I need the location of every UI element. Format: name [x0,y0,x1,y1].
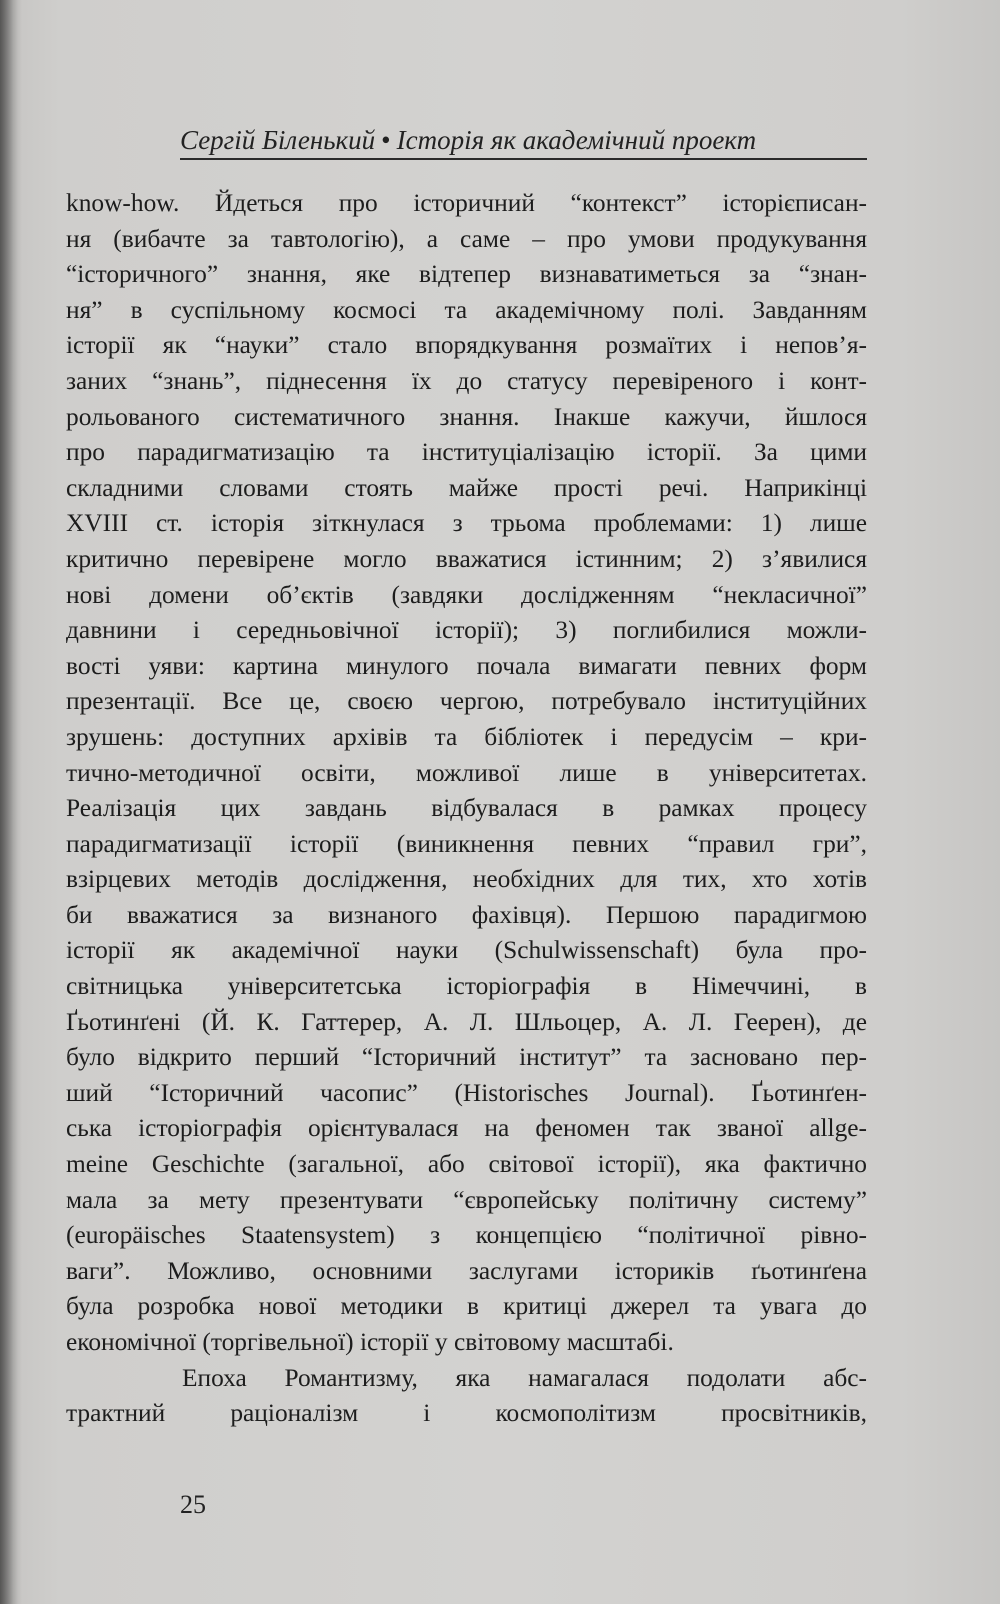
text-line: економічної (торгівельної) історії у світовому масштабі. [66,1328,674,1356]
text-line: know-how. Йдеться про історичний “контекст” історієписан- [66,189,867,217]
header-author: Сергій Біленький [180,125,376,155]
text-line: ваги”. Можливо, основними заслугами істориків ґьотинґена [66,1256,867,1285]
text-line: Ґьотинґені (Й. К. Гаттерер, А. Л. Шльоцер, А. Л. Геерен), де [66,1007,867,1036]
text-line: критично перевірене могло вважатися істинним; 2) з’явилися [66,544,867,573]
text-line: нові домени об’єктів (завдяки дослідженням “некласичної” [66,580,867,609]
text-line: ська історіографія орієнтувалася на феномен так званої allge- [66,1114,867,1143]
text-line: “історичного” знання, яке відтепер визнаватиметься за “знан- [66,260,867,289]
text-line: парадигматизації історії (виникнення певних “правил гри”, [66,829,867,858]
running-header [180,122,867,160]
text-line: взірцевих методів дослідження, необхідних для тих, хто хотів [66,865,867,894]
header-separator: • [381,125,391,155]
text-line: про парадигматизацію та інституціалізацію історії. За цими [66,438,867,467]
text-line: рольованого систематичного знання. Інакше кажучи, йшлося [66,402,867,431]
text-line: було відкрито перший “Історичний інститут” та засновано пер- [66,1043,867,1072]
text-line: Епоха Романтизму, яка намагалася подолати абс- [182,1363,867,1392]
text-line: історії як “науки” стало впорядкування розмаїтих і непов’я- [66,331,867,360]
text-line: мала за мету презентувати “європейську політичну систему” [66,1185,867,1214]
text-line: Реалізація цих завдань відбувалася в рамках процесу [66,794,867,823]
text-line: ня (вибачте за тавтологію), а саме – про умови продукування [66,224,867,253]
text-line: презентації. Все це, своєю чергою, потребувало інституційних [66,687,867,716]
spine-shadow [0,0,22,1604]
text-line: історії як академічної науки (Schulwissenschaft) була про- [66,936,867,965]
text-line: (europäisches Staatensystem) з концепцією “політичної рівно- [66,1221,867,1250]
text-line: XVIII ст. історія зіткнулася з трьома проблемами: 1) лише [66,509,867,538]
text-line: би вважатися за визнаного фахівця). Першою парадигмою [66,900,867,929]
paragraph-2 [66,1361,867,1432]
text-line: трактний раціоналізм і космополітизм просвітників, [66,1399,867,1428]
text-line: тично-методичної освіти, можливої лише в університетах. [66,758,867,787]
header-title: Історія як академічний проект [396,125,757,155]
body-text [66,186,867,1432]
text-line: давнини і середньовічної історії); 3) поглибилися можли- [66,616,867,645]
text-line: вості уяви: картина минулого почала вимагати певних форм [66,651,867,680]
text-line: складними словами стоять майже прості речі. Наприкінці [66,473,867,502]
page-number: 25 [180,1490,206,1519]
text-line: заних “знань”, піднесення їх до статусу перевіреного і конт- [66,366,867,395]
text-line: світницька університетська історіографія в Німеччині, в [66,972,867,1001]
text-line: meine Geschichte (загальної, або світової історії), яка фактично [66,1150,867,1179]
text-line: ший “Історичний часопис” (Historisches Journal). Ґьотинґен- [66,1078,867,1107]
text-line: була розробка нової методики в критиці джерел та увага до [66,1292,867,1321]
paragraph-1 [66,186,867,1361]
text-line: зрушень: доступних архівів та бібліотек і передусім – кри- [66,722,867,751]
text-line: ня” в суспільному космосі та академічному полі. Завданням [66,295,867,324]
